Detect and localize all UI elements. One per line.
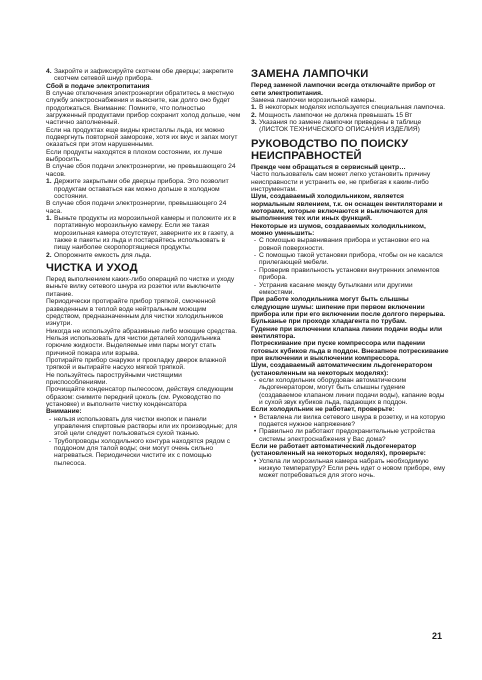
step-item [251,119,449,134]
step-text: Держите закрытыми обе дверцы прибора. Это позволит продуктам оставаться как можно дольше в холодном состоянии. [54,178,229,200]
step-item [46,215,242,252]
step-number: 1. [46,178,52,186]
bullet-icon: - [253,266,257,274]
paragraph: Часто пользователь сам может легко установить причину неисправности и устранить ее, не прибегая к каким-либо инструментам. [251,171,431,194]
step-text: Закройте и зафиксируйте скотчем обе дверцы; закрепите скотчем сетевой шнур прибора. [54,68,234,83]
step-text: Мощность лампочки не должна превышать 15 Вт [259,111,413,119]
step-text: Опорожните емкость для льда. [54,251,152,259]
page-number: 21 [432,631,443,641]
bullet-icon: • [253,413,257,421]
paragraph: Гудение при включении клапана линии подачи воды или вентилятора. [251,325,443,340]
list-item: • Правильно ли работают предохранительные устройства системы электроснабжения у Вас дома? [251,428,449,443]
paragraph: Если не работает автоматический льдогенератор (установленный на некоторых моделях), проверьте: [251,443,426,458]
step-number: 1. [251,104,257,112]
step-text: В некоторых моделях используется специальная лампочка. [259,104,446,112]
bullet-icon: - [48,415,52,423]
right-column [251,68,449,480]
step-number: 4. [46,68,52,75]
list-item: - С помощью такой установки прибора, чтобы он не касался прилегающей мебели. [251,252,449,267]
paragraph: Шум, создаваемый автоматическим льдогенератором (установленным на некоторых моделях): [251,362,433,377]
icemaker-list [251,377,449,406]
bullet-icon: - [253,376,257,384]
lamp-heading: ЗАМЕНА ЛАМПОЧКИ [251,68,369,80]
step-number: 1. [46,214,52,222]
list-item: - Трубопроводы холодильного контура находятся рядом с поддоном для талой воды; они могут очень сильно нагреваться. Периодически чистите их с помощью пылесоса. [46,438,242,467]
paragraph: Перед выполнением каких-либо операций по чистке и уходу выньте вилку сетевого шнура из розетки или выключите питание. [46,276,235,298]
paragraph: Потрескивание при пуске компрессора или падении готовых кубиков льда в поддон. Внезапное потрескивание при включении и выключении компрессора. [251,340,449,362]
paragraph: Не пользуйтесь пароструйными чистящими приспособлениями. [46,371,182,386]
step-number: 2. [46,251,52,259]
bullet-icon: - [48,437,52,445]
step-item [46,178,242,200]
paragraph: Шум, создаваемый холодильником, является нормальным явлением, т.к. он оснащен вентиляторами и моторами, которые включаются и выключаются для выполнения тех или иных функций. [251,193,443,223]
paragraph: В случае сбоя подачи электроэнергии, не превышающего 24 часов. [46,163,236,178]
list-item: - если холодильник оборудован автоматическим льдогенератором, могут быть слышны гудение (создаваемое клапаном линии подачи воды), капание воды и сухой звук кубиков льда, падающих в поддон. [251,377,449,406]
cleaning-heading: ЧИСТКА И УХОД [46,261,138,274]
attention-list [46,416,242,467]
paragraph: При работе холодильника могут быть слышны следующие шумы: шипение при первом включении прибора или при его включении после долгого перерыва. [251,296,446,318]
bullet-icon: • [253,428,257,436]
lamp-intro: Перед заменой лампочки всегда отключайте прибор от сети электропитания. [251,82,436,97]
list-item: • Вставлена ли вилка сетевого шнура в розетку, и на которую подается нужное напряжение? [251,414,449,429]
bullet-icon: • [253,457,257,465]
paragraph: Если продукты находятся в плохом состоянии, их лучше выбросить. [46,148,223,164]
paragraph: Бульканье при проходе хладагента по трубам. [251,318,407,326]
step-number: 3. [251,118,257,126]
bullet-icon: - [253,252,257,260]
paragraph: Если на продуктах еще видны кристаллы льда, их можно подвергнуть повторной заморозке, хотя их вкус и запах могут оказаться при этом нарушенными. [46,126,238,149]
paragraph: Никогда не используйте абразивные либо моющие средства. Нельзя использовать для чистки деталей холодильника горючие жидкости. Выделяемые ими пары могут стать причиной пожара или взрыва. [46,327,238,357]
icemaker-not-working-list [251,458,449,480]
power-failure-heading: Сбой в подаче электропитания [46,82,150,90]
list-item: - Проверив правильность установки внутренних элементов прибора. [251,267,449,282]
step-item [46,68,242,83]
bullet-icon: - [253,237,257,245]
left-column [46,68,242,467]
list-item: - нельзя использовать для чистки кнопок и панели управления спиртовые растворы или их производные; для этой цели следует пользоваться сухой тканью. [46,416,242,438]
step-number: 2. [251,111,257,119]
paragraph: В случае сбоя подачи электроэнергии, превышающего 24 часа. [46,200,227,215]
list-item: - С помощью выравнивания прибора и установки его на ровной поверхности. [251,237,449,252]
step-item [251,112,449,119]
list-item: - Устранив касание между бутылками или другими емкостями. [251,282,449,297]
bullet-icon: - [253,281,257,289]
paragraph: Если холодильник не работает, проверьте: [251,406,395,414]
paragraph: Периодически протирайте прибор тряпкой, смоченной разведенным в теплой воде нейтральным моющим средством, предназначенным для чистки холодильников изнутри. [46,298,224,328]
not-working-list [251,414,449,443]
paragraph: Некоторые из шумов, создаваемых холодильником, можно уменьшить: [251,222,426,238]
troubleshooting-heading: РУКОВОДСТВО ПО ПОИСКУ НЕИСПРАВНОСТЕЙ [251,137,409,162]
paragraph: Протирайте прибор снаружи и прокладку дверок влажной тряпкой и вытирайте насухо мягкой тряпкой. [46,356,227,372]
attention-heading: Внимание: [46,408,82,416]
step-item [251,104,449,111]
step-item [46,252,242,259]
step-text: Выньте продукты из морозильной камеры и положите их в портативную морозильную камеру. Если же такая морозильная камера отсутствует, заверните их в газету, а также в пакеты из льда и постарайтесь использовать в пищу наиболее скоропортящиеся продукты. [54,214,237,252]
paragraph: Замена лампочки морозильной камеры. [251,96,377,104]
paragraph: В случае отключения электроэнергии обратитесь в местную службу электроснабжения и выясните, как долго оно будет продолжаться. Внимание: Помните, что полностью загруженный продуктами прибор сохранит холод дольше, чем частично заполненный. [46,90,241,127]
noise-list [251,237,449,296]
list-item: • Успела ли морозильная камера набрать необходимую низкую температуру? Если речь идет о новом приборе, ему может потребоваться для этого ночь. [251,458,449,480]
step-text: Указания по замене лампочки приведены в таблице (ЛИСТОК ТЕХНИЧЕСКОГО ОПИСАНИЯ ИЗДЕЛИЯ) [259,118,422,134]
paragraph: Прочищайте конденсатор пылесосом, действуя следующим образом: снимите передний цоколь (см. Руководство по установке) и выполните чистку конденсатора [46,386,234,408]
troubleshooting-intro: Прежде чем обращаться в сервисный центр… [251,164,406,172]
